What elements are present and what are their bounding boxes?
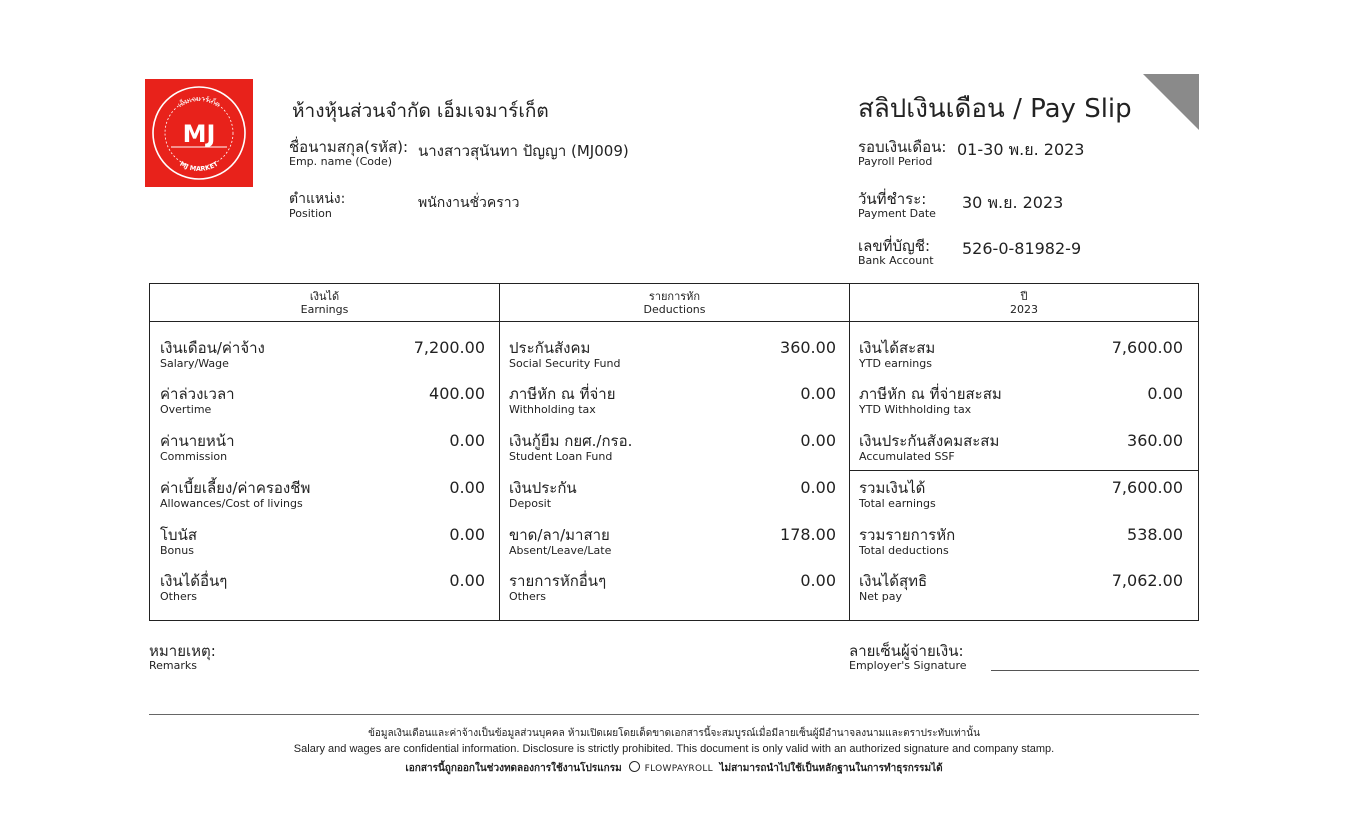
footer-disclaimer-th: ข้อมูลเงินเดือนและค่าจ้างเป็นข้อมูลส่วนบุคคล ห้ามเปิดเผยโดยเด็ดขาดเอกสารนี้จะสมบูรณ์เมื่อมีลายเซ็นผู้มีอำนาจลงนามและตราประทับเท่านั้น (368, 728, 980, 739)
row-label-en: Accumulated SSF (859, 450, 955, 463)
row-label-th: รายการหักอื่นๆ (509, 572, 607, 590)
deduction-row-deposit (509, 479, 836, 525)
earning-row-bonus (160, 526, 485, 572)
year-header (850, 284, 1198, 321)
page-title: สลิปเงินเดือน / Pay Slip (858, 94, 1132, 124)
row-label-th: เงินได้อื่นๆ (160, 572, 228, 590)
emp-name-label-en: Emp. name (Code) (289, 155, 393, 168)
ytd-row-earnings (859, 339, 1183, 385)
row-amount: 178.00 (780, 525, 836, 544)
row-label-th: รวมรายการหัก (859, 526, 956, 544)
flowpayroll-icon (629, 761, 640, 772)
row-label-th: ค่าเบี้ยเลี้ยง/ค่าครองชีพ (160, 479, 311, 497)
row-label-en: Social Security Fund (509, 357, 621, 370)
row-label-th: เงินเดือน/ค่าจ้าง (160, 339, 265, 357)
emp-name-label-th: ชื่อนามสกุล(รหัส): (289, 138, 409, 156)
earning-row-overtime (160, 385, 485, 431)
earning-row-allowances (160, 479, 485, 525)
row-amount: 0.00 (449, 478, 485, 497)
row-amount: 0.00 (800, 431, 836, 450)
row-amount: 0.00 (449, 525, 485, 544)
earnings-header-en: Earnings (300, 303, 349, 316)
position-label-en: Position (289, 207, 332, 220)
signature-line (991, 670, 1199, 671)
earnings-header (150, 284, 499, 321)
total-deductions-row (859, 526, 1183, 572)
signature-label-en: Employer's Signature (849, 659, 967, 672)
deductions-header (500, 284, 849, 321)
row-amount: 360.00 (780, 338, 836, 357)
period-label-en: Payroll Period (858, 155, 933, 168)
company-name: ห้างหุ้นส่วนจำกัด เอ็มเจมาร์เก็ต (292, 100, 549, 122)
row-label-en: Overtime (160, 403, 212, 416)
remarks-label-th: หมายเหตุ: (149, 642, 216, 660)
deduction-row-ssf (509, 339, 836, 385)
row-label-en: Others (160, 590, 197, 603)
earning-row-others (160, 572, 485, 618)
row-label-en: YTD Withholding tax (859, 403, 972, 416)
position-value: พนักงานชั่วคราว (418, 195, 520, 211)
earning-row-salary (160, 339, 485, 385)
row-amount: 538.00 (1127, 525, 1183, 544)
payslip-table (149, 283, 1199, 621)
corner-fold-decoration (1143, 74, 1199, 130)
deduction-row-absent (509, 526, 836, 572)
deduction-row-student-loan (509, 432, 836, 478)
column-divider (499, 284, 500, 620)
deductions-header-en: Deductions (643, 303, 706, 316)
row-label-th: ค่านายหน้า (160, 432, 235, 450)
svg-text:เอ็มเจมาร์เก็ต (176, 95, 222, 109)
footer-trial-notice (149, 761, 1199, 776)
remarks-label-en: Remarks (149, 659, 197, 672)
period-label-th: รอบเงินเดือน: (858, 138, 947, 156)
logo-main-text: MJ (182, 120, 216, 148)
row-amount: 0.00 (1147, 384, 1183, 403)
header-divider (150, 321, 1198, 322)
row-label-th: เงินประกัน (509, 479, 577, 497)
period-label (858, 139, 946, 168)
row-amount: 0.00 (800, 571, 836, 590)
row-label-en: Bonus (160, 544, 194, 557)
logo-arc-top: เอ็มเจมาร์เก็ต (176, 94, 222, 110)
row-label-th: โบนัส (160, 526, 197, 544)
flowpayroll-brand: FLOWPAYROLL (644, 764, 713, 774)
row-amount: 400.00 (429, 384, 485, 403)
row-label-en: Absent/Leave/Late (509, 544, 612, 557)
row-label-en: Total deductions (859, 544, 949, 557)
row-label-th: ภาษีหัก ณ ที่จ่ายสะสม (859, 385, 1002, 403)
row-label-en: Net pay (859, 590, 903, 603)
earnings-header-th: เงินได้ (309, 290, 340, 303)
row-label-th: ภาษีหัก ณ ที่จ่าย (509, 385, 616, 403)
payment-date-value: 30 พ.ย. 2023 (962, 193, 1064, 212)
logo-arc-bottom: MJ MARKET (178, 159, 220, 174)
row-label-th: เงินกู้ยืม กยศ./กรอ. (509, 432, 633, 450)
row-amount: 360.00 (1127, 431, 1183, 450)
footer-divider (149, 714, 1199, 715)
period-value: 01-30 พ.ย. 2023 (957, 140, 1085, 159)
emp-name-value: นางสาวสุนันทา ปัญญา (MJ009) (418, 142, 629, 160)
deduction-row-withholding (509, 385, 836, 431)
net-pay-row (859, 572, 1183, 618)
row-label-en: Allowances/Cost of livings (160, 497, 303, 510)
bank-account-label (858, 238, 934, 267)
total-earnings-row (859, 479, 1183, 525)
row-label-en: Commission (160, 450, 228, 463)
svg-text:MJ MARKET (178, 159, 220, 173)
row-label-en: Student Loan Fund (509, 450, 613, 463)
row-label-th: เงินได้สะสม (859, 339, 936, 357)
emp-name-label (289, 139, 408, 168)
footer-disclaimer-en: Salary and wages are confidential information. Disclosure is strictly prohibited. This document is only valid with an authorized signature and company stamp. (293, 743, 1055, 755)
row-label-en: Withholding tax (509, 403, 596, 416)
bank-account-label-th: เลขที่บัญชี: (858, 237, 930, 255)
row-label-th: รวมเงินได้ (859, 479, 926, 497)
earning-row-commission (160, 432, 485, 478)
row-amount: 0.00 (449, 571, 485, 590)
bank-account-value: 526-0-81982-9 (962, 239, 1082, 258)
position-label (289, 191, 345, 220)
column-divider (849, 284, 850, 620)
year-header-th: ปี (1020, 290, 1028, 303)
row-amount: 0.00 (800, 478, 836, 497)
payment-date-label-en: Payment Date (858, 207, 936, 220)
signature-label (849, 643, 967, 672)
row-label-en: Salary/Wage (160, 357, 229, 370)
row-amount: 0.00 (449, 431, 485, 450)
footer-trial-text-before: เอกสารนี้ถูกออกในช่วงทดลองการใช้งานโปรแกรม (405, 763, 622, 774)
remarks-label (149, 643, 216, 672)
deductions-header-th: รายการหัก (648, 290, 701, 303)
row-label-en: YTD earnings (859, 357, 932, 370)
position-label-th: ตำแหน่ง: (289, 191, 346, 207)
row-label-en: Deposit (509, 497, 552, 510)
row-amount: 7,062.00 (1111, 571, 1183, 590)
row-amount: 7,600.00 (1111, 338, 1183, 357)
row-amount: 7,200.00 (413, 338, 485, 357)
row-label-th: ประกันสังคม (509, 339, 591, 357)
row-label-en: Others (509, 590, 546, 603)
footer-trial-text-after: ไม่สามารถนำไปใช้เป็นหลักฐานในการทำธุรกรรมได้ (719, 763, 943, 774)
row-label-th: เงินได้สุทธิ (859, 572, 928, 590)
ytd-row-withholding (859, 385, 1183, 431)
row-label-th: ขาด/ลา/มาสาย (509, 526, 610, 544)
row-amount: 0.00 (800, 384, 836, 403)
payment-date-label (858, 191, 936, 220)
payment-date-label-th: วันที่ชำระ: (858, 190, 927, 208)
ytd-row-ssf (859, 432, 1183, 478)
year-header-en: 2023 (1010, 303, 1038, 316)
deduction-row-others (509, 572, 836, 618)
company-logo (145, 79, 253, 187)
row-label-th: เงินประกันสังคมสะสม (859, 432, 1000, 450)
row-amount: 7,600.00 (1111, 478, 1183, 497)
bank-account-label-en: Bank Account (858, 254, 934, 267)
row-label-th: ค่าล่วงเวลา (160, 385, 235, 403)
signature-label-th: ลายเซ็นผู้จ่ายเงิน: (849, 642, 964, 660)
row-label-en: Total earnings (859, 497, 936, 510)
